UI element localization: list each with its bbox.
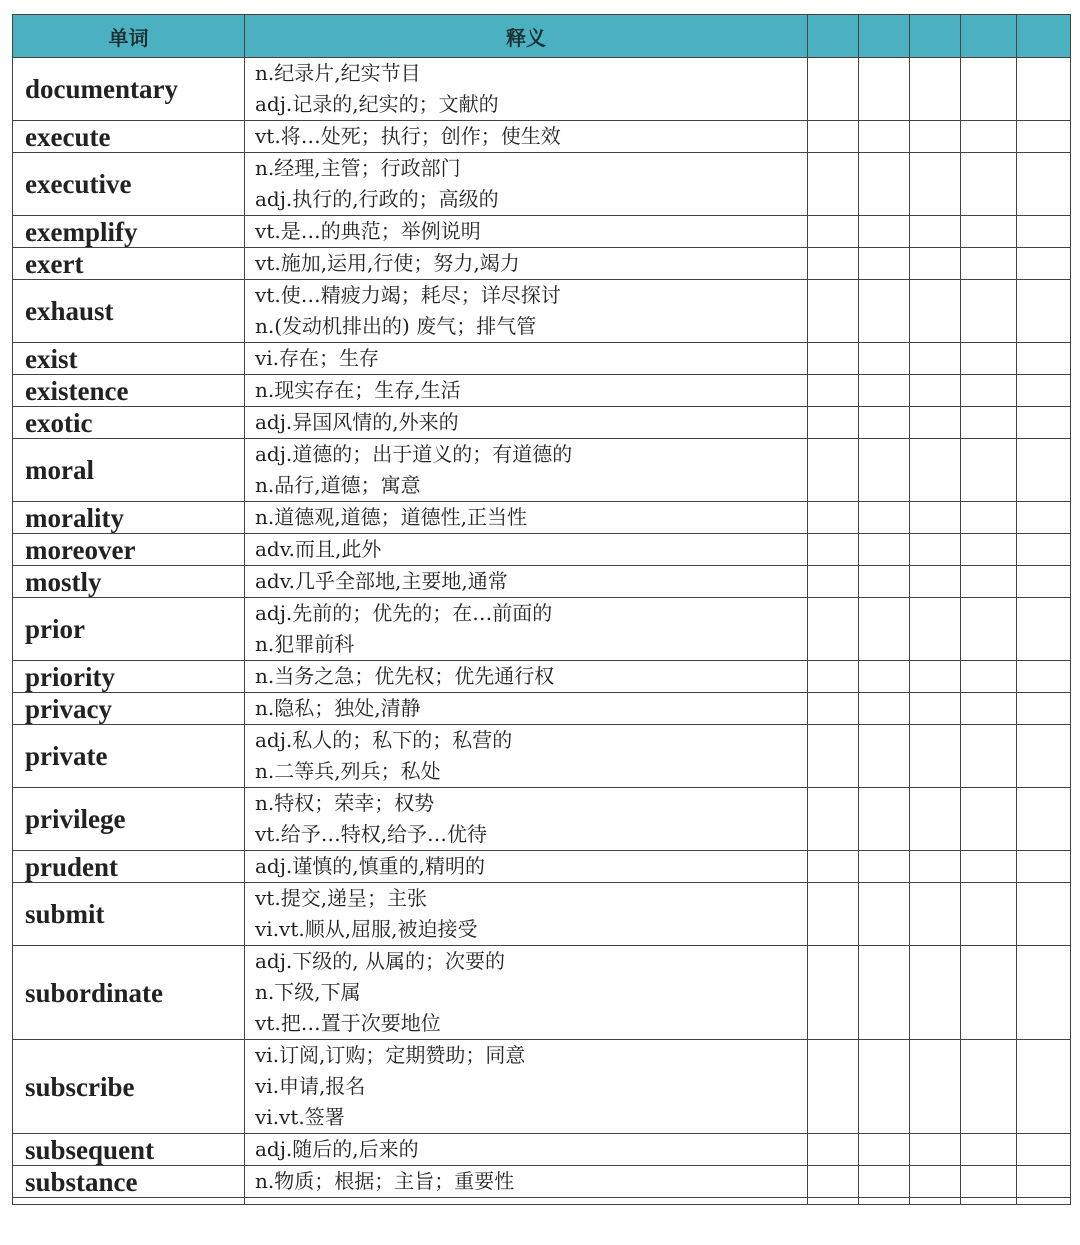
meaning-line: n.下级,下属 xyxy=(255,980,361,1004)
blank-practice-cell xyxy=(808,566,859,598)
blank-practice-cell xyxy=(859,883,910,946)
blank-practice-cell xyxy=(1017,788,1071,851)
meaning-cell xyxy=(245,661,808,693)
blank-practice-cell xyxy=(961,693,1017,725)
blank-practice-cell xyxy=(961,280,1017,343)
table-row xyxy=(13,883,1071,946)
blank-practice-cell xyxy=(961,121,1017,153)
meaning-line: n.品行,道德；寓意 xyxy=(255,473,421,497)
blank-practice-cell xyxy=(910,280,961,343)
blank-practice-cell xyxy=(1017,375,1071,407)
blank-practice-cell xyxy=(961,216,1017,248)
meaning-cell xyxy=(245,280,808,343)
meaning-cell xyxy=(245,375,808,407)
meaning-cell xyxy=(245,725,808,788)
word-cell: subordinate xyxy=(13,946,245,1040)
blank-practice-cell xyxy=(910,153,961,216)
blank-practice-cell xyxy=(910,946,961,1040)
blank-practice-cell xyxy=(910,566,961,598)
blank-practice-cell xyxy=(910,1040,961,1134)
word-cell: execute xyxy=(13,121,245,153)
meaning-line: vt.提交,递呈；主张 xyxy=(255,886,428,910)
meaning-cell xyxy=(245,1134,808,1166)
word-cell: exist xyxy=(13,343,245,375)
blank-practice-cell xyxy=(859,598,910,661)
meaning-line: n.现实存在；生存,生活 xyxy=(255,378,461,402)
table-row xyxy=(13,851,1071,883)
blank-practice-cell xyxy=(961,661,1017,693)
blank-practice-cell xyxy=(808,1134,859,1166)
table-row xyxy=(13,343,1071,375)
blank-practice-cell xyxy=(808,375,859,407)
blank-practice-cell xyxy=(859,375,910,407)
blank-practice-cell xyxy=(859,58,910,121)
blank-practice-cell xyxy=(808,883,859,946)
blank-practice-cell xyxy=(859,153,910,216)
blank-practice-cell xyxy=(910,1134,961,1166)
cutoff-cell xyxy=(808,1198,859,1205)
blank-practice-cell xyxy=(859,725,910,788)
blank-practice-cell xyxy=(859,693,910,725)
blank-practice-cell xyxy=(910,534,961,566)
blank-practice-cell xyxy=(1017,661,1071,693)
blank-practice-cell xyxy=(910,121,961,153)
blank-practice-cell xyxy=(1017,1040,1071,1134)
blank-column-header xyxy=(808,15,859,58)
blank-practice-cell xyxy=(1017,566,1071,598)
blank-practice-cell xyxy=(961,851,1017,883)
blank-practice-cell xyxy=(859,407,910,439)
blank-practice-cell xyxy=(961,1166,1017,1198)
blank-practice-cell xyxy=(808,153,859,216)
blank-practice-cell xyxy=(808,1166,859,1198)
blank-practice-cell xyxy=(961,153,1017,216)
blank-practice-cell xyxy=(910,248,961,280)
meaning-cell xyxy=(245,883,808,946)
meaning-cell xyxy=(245,693,808,725)
meaning-cell xyxy=(245,216,808,248)
meaning-line: vi.vt.顺从,屈服,被迫接受 xyxy=(255,917,478,941)
cutoff-cell xyxy=(910,1198,961,1205)
blank-practice-cell xyxy=(808,58,859,121)
blank-practice-cell xyxy=(859,343,910,375)
word-cell: private xyxy=(13,725,245,788)
blank-practice-cell xyxy=(808,407,859,439)
blank-practice-cell xyxy=(961,439,1017,502)
vocabulary-table xyxy=(12,14,1071,1205)
blank-practice-cell xyxy=(1017,534,1071,566)
meaning-line: vi.申请,报名 xyxy=(255,1074,366,1098)
blank-practice-cell xyxy=(859,946,910,1040)
blank-practice-cell xyxy=(910,375,961,407)
table-row xyxy=(13,121,1071,153)
meaning-line: n.经理,主管；行政部门 xyxy=(255,156,461,180)
meaning-cell xyxy=(245,343,808,375)
blank-practice-cell xyxy=(1017,725,1071,788)
table-row xyxy=(13,502,1071,534)
blank-practice-cell xyxy=(808,502,859,534)
table-row xyxy=(13,661,1071,693)
blank-practice-cell xyxy=(859,788,910,851)
blank-practice-cell xyxy=(1017,851,1071,883)
blank-practice-cell xyxy=(961,407,1017,439)
cutoff-cell xyxy=(859,1198,910,1205)
word-cell: existence xyxy=(13,375,245,407)
blank-practice-cell xyxy=(910,216,961,248)
word-cell: exotic xyxy=(13,407,245,439)
meaning-line: n.特权；荣幸；权势 xyxy=(255,791,435,815)
blank-column-header xyxy=(910,15,961,58)
word-cell: exhaust xyxy=(13,280,245,343)
table-row xyxy=(13,439,1071,502)
blank-practice-cell xyxy=(961,1134,1017,1166)
meaning-line: vi.存在；生存 xyxy=(255,346,380,370)
meaning-line: adj.先前的；优先的；在…前面的 xyxy=(255,601,553,625)
meaning-cell xyxy=(245,121,808,153)
table-row xyxy=(13,58,1071,121)
blank-practice-cell xyxy=(859,439,910,502)
blank-practice-cell xyxy=(808,534,859,566)
meaning-cell xyxy=(245,1166,808,1198)
blank-practice-cell xyxy=(859,248,910,280)
meaning-line: n.(发动机排出的) 废气；排气管 xyxy=(255,314,537,338)
blank-practice-cell xyxy=(910,883,961,946)
table-header-row xyxy=(13,15,1071,58)
blank-practice-cell xyxy=(961,502,1017,534)
blank-practice-cell xyxy=(961,1040,1017,1134)
meaning-cell xyxy=(245,946,808,1040)
blank-practice-cell xyxy=(910,1166,961,1198)
meaning-line: vt.施加,运用,行使；努力,竭力 xyxy=(255,251,520,275)
meaning-line: n.犯罪前科 xyxy=(255,632,355,656)
blank-practice-cell xyxy=(808,280,859,343)
word-cell: exemplify xyxy=(13,216,245,248)
blank-practice-cell xyxy=(859,502,910,534)
blank-practice-cell xyxy=(1017,502,1071,534)
blank-practice-cell xyxy=(961,248,1017,280)
blank-practice-cell xyxy=(1017,216,1071,248)
meaning-line: adj.记录的,纪实的；文献的 xyxy=(255,92,499,116)
meaning-cell xyxy=(245,1040,808,1134)
blank-practice-cell xyxy=(1017,439,1071,502)
blank-practice-cell xyxy=(910,598,961,661)
blank-practice-cell xyxy=(961,58,1017,121)
meaning-line: n.道德观,道德；道德性,正当性 xyxy=(255,505,527,529)
blank-practice-cell xyxy=(859,534,910,566)
blank-practice-cell xyxy=(1017,883,1071,946)
blank-practice-cell xyxy=(1017,693,1071,725)
meaning-cell xyxy=(245,566,808,598)
blank-practice-cell xyxy=(859,280,910,343)
table-row xyxy=(13,725,1071,788)
blank-practice-cell xyxy=(1017,280,1071,343)
blank-practice-cell xyxy=(1017,121,1071,153)
blank-practice-cell xyxy=(808,343,859,375)
meaning-cell xyxy=(245,439,808,502)
blank-practice-cell xyxy=(808,851,859,883)
table-row xyxy=(13,280,1071,343)
meaning-line: n.当务之急；优先权；优先通行权 xyxy=(255,664,555,688)
blank-practice-cell xyxy=(961,343,1017,375)
meaning-line: vt.把…置于次要地位 xyxy=(255,1011,441,1035)
word-cell: executive xyxy=(13,153,245,216)
blank-practice-cell xyxy=(859,1134,910,1166)
blank-practice-cell xyxy=(859,851,910,883)
meaning-line: adj.道德的；出于道义的；有道德的 xyxy=(255,442,573,466)
meaning-line: adv.而且,此外 xyxy=(255,537,382,561)
blank-practice-cell xyxy=(910,788,961,851)
blank-practice-cell xyxy=(1017,1134,1071,1166)
blank-practice-cell xyxy=(808,439,859,502)
meaning-line: adj.随后的,后来的 xyxy=(255,1137,419,1161)
blank-practice-cell xyxy=(859,1040,910,1134)
word-cell: documentary xyxy=(13,58,245,121)
blank-practice-cell xyxy=(910,661,961,693)
word-cell: exert xyxy=(13,248,245,280)
blank-practice-cell xyxy=(859,216,910,248)
word-cell: moral xyxy=(13,439,245,502)
blank-column-header xyxy=(961,15,1017,58)
word-cell: mostly xyxy=(13,566,245,598)
blank-column-header xyxy=(1017,15,1071,58)
blank-practice-cell xyxy=(910,407,961,439)
blank-practice-cell xyxy=(1017,407,1071,439)
cutoff-cell xyxy=(1017,1198,1071,1205)
cutoff-cell xyxy=(961,1198,1017,1205)
blank-practice-cell xyxy=(961,883,1017,946)
meaning-line: n.二等兵,列兵；私处 xyxy=(255,759,441,783)
blank-practice-cell xyxy=(910,725,961,788)
blank-practice-cell xyxy=(910,343,961,375)
meaning-line: adj.异国风情的,外来的 xyxy=(255,410,459,434)
meaning-cell xyxy=(245,153,808,216)
blank-practice-cell xyxy=(910,693,961,725)
meaning-line: adj.执行的,行政的；高级的 xyxy=(255,187,499,211)
table-row xyxy=(13,248,1071,280)
blank-column-header xyxy=(859,15,910,58)
meaning-line: vt.给予…特权,给予…优待 xyxy=(255,822,488,846)
blank-practice-cell xyxy=(910,439,961,502)
word-cell: priority xyxy=(13,661,245,693)
blank-practice-cell xyxy=(910,58,961,121)
meaning-line: adj.谨慎的,慎重的,精明的 xyxy=(255,854,485,878)
meaning-cell xyxy=(245,598,808,661)
blank-practice-cell xyxy=(808,216,859,248)
blank-practice-cell xyxy=(859,121,910,153)
meaning-cell xyxy=(245,502,808,534)
table-row xyxy=(13,407,1071,439)
meaning-cell xyxy=(245,248,808,280)
table-row xyxy=(13,1134,1071,1166)
meaning-line: adj.私人的；私下的；私营的 xyxy=(255,728,513,752)
meaning-line: adv.几乎全部地,主要地,通常 xyxy=(255,569,508,593)
meaning-line: vi.订阅,订购；定期赞助；同意 xyxy=(255,1043,526,1067)
blank-practice-cell xyxy=(1017,1166,1071,1198)
blank-practice-cell xyxy=(808,598,859,661)
word-cell: privacy xyxy=(13,693,245,725)
blank-practice-cell xyxy=(961,788,1017,851)
blank-practice-cell xyxy=(961,534,1017,566)
meaning-line: n.物质；根据；主旨；重要性 xyxy=(255,1169,515,1193)
cutoff-cell xyxy=(245,1198,808,1205)
blank-practice-cell xyxy=(859,1166,910,1198)
table-row xyxy=(13,598,1071,661)
blank-practice-cell xyxy=(1017,248,1071,280)
word-cell: privilege xyxy=(13,788,245,851)
table-row xyxy=(13,693,1071,725)
table-row xyxy=(13,1166,1071,1198)
blank-practice-cell xyxy=(961,725,1017,788)
blank-practice-cell xyxy=(1017,598,1071,661)
blank-practice-cell xyxy=(808,788,859,851)
meaning-line: vt.是…的典范；举例说明 xyxy=(255,219,481,243)
table-row xyxy=(13,534,1071,566)
word-column-header: 单词 xyxy=(13,15,245,58)
meaning-cell xyxy=(245,788,808,851)
table-row xyxy=(13,375,1071,407)
blank-practice-cell xyxy=(1017,153,1071,216)
blank-practice-cell xyxy=(808,725,859,788)
blank-practice-cell xyxy=(808,1040,859,1134)
table-row xyxy=(13,216,1071,248)
blank-practice-cell xyxy=(910,502,961,534)
table-row xyxy=(13,946,1071,1040)
blank-practice-cell xyxy=(808,661,859,693)
meaning-cell xyxy=(245,58,808,121)
blank-practice-cell xyxy=(808,121,859,153)
meaning-line: n.隐私；独处,清静 xyxy=(255,696,421,720)
blank-practice-cell xyxy=(961,946,1017,1040)
word-cell: prior xyxy=(13,598,245,661)
word-cell: moreover xyxy=(13,534,245,566)
blank-practice-cell xyxy=(808,248,859,280)
blank-practice-cell xyxy=(961,375,1017,407)
table-row xyxy=(13,1040,1071,1134)
meaning-line: n.纪录片,纪实节目 xyxy=(255,61,421,85)
blank-practice-cell xyxy=(808,693,859,725)
meaning-line: vt.使…精疲力竭；耗尽；详尽探讨 xyxy=(255,283,561,307)
blank-practice-cell xyxy=(808,946,859,1040)
blank-practice-cell xyxy=(961,566,1017,598)
word-cell: subsequent xyxy=(13,1134,245,1166)
word-cell: subscribe xyxy=(13,1040,245,1134)
word-cell: morality xyxy=(13,502,245,534)
word-cell: prudent xyxy=(13,851,245,883)
blank-practice-cell xyxy=(859,661,910,693)
table-row xyxy=(13,788,1071,851)
meaning-line: adj.下级的, 从属的；次要的 xyxy=(255,949,505,973)
blank-practice-cell xyxy=(1017,946,1071,1040)
table-row xyxy=(13,566,1071,598)
blank-practice-cell xyxy=(961,598,1017,661)
word-cell: substance xyxy=(13,1166,245,1198)
table-row xyxy=(13,153,1071,216)
cutoff-cell xyxy=(13,1198,245,1205)
word-cell: submit xyxy=(13,883,245,946)
meaning-cell xyxy=(245,407,808,439)
blank-practice-cell xyxy=(1017,58,1071,121)
meaning-line: vi.vt.签署 xyxy=(255,1105,345,1129)
meaning-cell xyxy=(245,534,808,566)
blank-practice-cell xyxy=(1017,343,1071,375)
blank-practice-cell xyxy=(859,566,910,598)
blank-practice-cell xyxy=(910,851,961,883)
meaning-column-header: 释义 xyxy=(245,15,808,58)
table-row-cutoff xyxy=(13,1198,1071,1205)
meaning-cell xyxy=(245,851,808,883)
meaning-line: vt.将…处死；执行；创作；使生效 xyxy=(255,124,561,148)
